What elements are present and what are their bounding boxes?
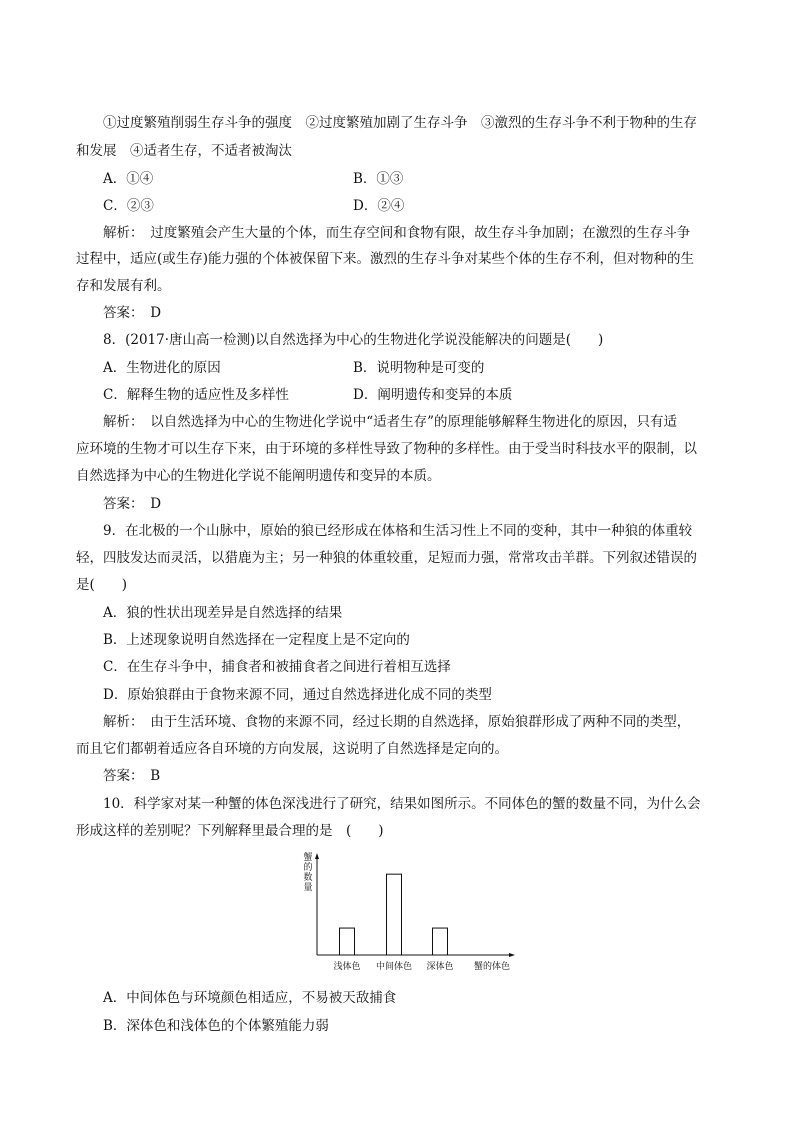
q7-analysis-line1: 解析： 过度繁殖会产生大量的个体，而生存空间和食物有限，故生存斗争加剧；在激烈的生存斗争: [103, 225, 691, 241]
category-label-1: 浅体色: [333, 962, 361, 972]
q9-stem-line3: 是( ): [76, 577, 128, 593]
q9-option-d: D．原始狼群由于食物来源不同，通过自然选择进化成不同的类型: [103, 687, 492, 703]
q8-analysis-line2: 应环境的生物才可以生存下来，由于环境的多样性导致了物种的多样性。由于受当时科技水平的限制，以: [76, 441, 697, 457]
q7-option-c: C．②③: [103, 198, 154, 214]
bar-3: [433, 928, 448, 955]
q8-analysis-line3: 自然选择为中心的生物进化学说不能阐明遗传和变异的本质。: [76, 468, 441, 484]
q9-option-a: A．狼的性状出现差异是自然选择的结果: [103, 605, 343, 621]
q8-analysis-line1: 解析： 以自然选择为中心的生物进化学说中“适者生存”的原理能够解释生物进化的原因，只有适: [103, 414, 678, 430]
q8-option-d: D．阐明遗传和变异的本质: [353, 387, 513, 403]
q8-option-a: A．生物进化的原因: [103, 360, 221, 376]
q7-analysis-line3: 存和发展有利。: [76, 278, 171, 294]
y-axis-label: [303, 851, 312, 893]
q7-stem-line2: 和发展 ④适者生存，不适者被淘汰: [76, 143, 292, 159]
q7-answer: 答案： D: [103, 305, 162, 321]
category-labels: [333, 960, 453, 972]
q8-answer: 答案： D: [103, 496, 162, 512]
q8-option-c: C．解释生物的适应性及多样性: [103, 387, 289, 403]
q8-option-b: B．说明物种是可变的: [353, 360, 485, 376]
y-axis-label-char: 的: [303, 863, 313, 873]
q9-answer: 答案： B: [103, 768, 161, 784]
x-axis-label: 蟹的体色: [473, 962, 511, 972]
q9-analysis-line1: 解析： 由于生活环境、食物的来源不同，经过长期的自然选择，原始狼群形成了两种不同的类型，: [103, 714, 691, 730]
q7-option-a: A．①④: [103, 171, 154, 187]
category-label-3: 深体色: [426, 962, 454, 972]
q9-analysis-line2: 而且它们都朝着适应各自环境的方向发展，这说明了自然选择是定向的。: [76, 741, 508, 757]
q10-stem-line2: 形成这样的差别呢？下列解释里最合理的是 ( ): [76, 823, 384, 839]
q8-stem: 8．(2017·唐山高一检测)以自然选择为中心的生物进化学说没能解决的问题是( ): [103, 332, 604, 348]
bar-1: [340, 928, 355, 955]
q10-option-a: A．中间体色与环境颜色相适应，不易被天敌捕食: [103, 990, 397, 1006]
category-label-2: 中间体色: [375, 962, 413, 972]
bar-2: [387, 874, 402, 955]
y-axis-label-char: 数: [303, 873, 313, 883]
q7-option-d: D．②④: [353, 198, 405, 214]
q9-stem-line2: 轻，四肢发达而灵活，以猎鹿为主；另一种狼的体重较重，足短而力强，常常攻击羊群。下列叙述错误的: [76, 550, 697, 566]
x-axis-arrow: [509, 953, 515, 957]
q9-option-b: B．上述现象说明自然选择在一定程度上是不定向的: [103, 632, 410, 648]
q7-analysis-line2: 过程中，适应(或生存)能力强的个体被保留下来。激烈的生存斗争对某些个体的生存不利，但对物种的生: [76, 251, 695, 267]
crab-color-chart: [300, 850, 520, 975]
q10-stem-line1: 10．科学家对某一种蟹的体色深浅进行了研究，结果如图所示。不同体色的蟹的数量不同，为什么会: [103, 796, 701, 812]
q9-option-c: C．在生存斗争中，捕食者和被捕食者之间进行着相互选择: [103, 659, 451, 675]
y-axis-label-char: 量: [303, 883, 313, 893]
crab-color-chart-svg: [300, 850, 520, 975]
q9-stem-line1: 9．在北极的一个山脉中，原始的狼已经形成在体格和生活习性上不同的变种，其中一种狼的体重较: [103, 523, 693, 539]
q7-option-b: B．①③: [353, 171, 404, 187]
q7-stem-line1: ①过度繁殖削弱生存斗争的强度 ②过度繁殖加剧了生存斗争 ③激烈的生存斗争不利于物种的生存: [103, 115, 697, 131]
q10-option-b: B．深体色和浅体色的个体繁殖能力弱: [103, 1018, 329, 1034]
y-axis-label-char: 蟹: [303, 853, 313, 863]
bars-group: [340, 874, 448, 955]
y-axis-arrow: [315, 853, 319, 859]
